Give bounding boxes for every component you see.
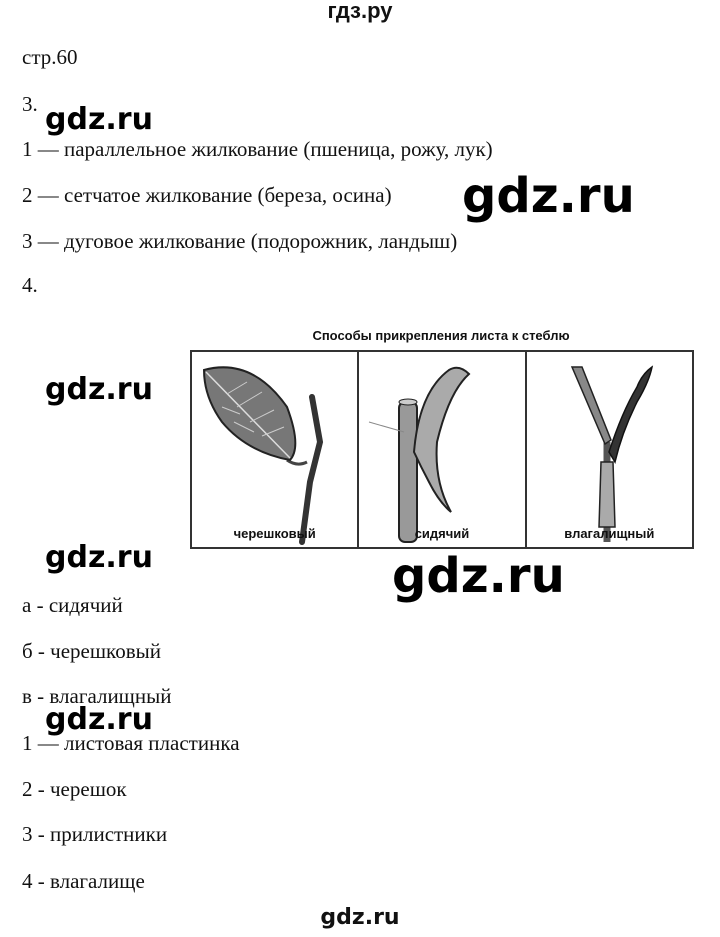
answer-v: в - влагалищный xyxy=(22,684,172,708)
caption-sessile: сидячий xyxy=(414,526,470,541)
leaf-attachment-figure xyxy=(190,350,694,549)
sessile-leaf-illustration xyxy=(359,352,525,547)
part-2: 2 - черешок xyxy=(22,777,127,801)
task-3-line-2: 2 — сетчатое жилкование (береза, осина) xyxy=(22,183,392,207)
part-3: 3 - прилистники xyxy=(22,822,168,846)
watermark: gdz.ru xyxy=(45,102,153,137)
site-header: гдз.ру xyxy=(327,0,393,23)
caption-petiolate: черешковый xyxy=(233,526,316,541)
page-reference: стр.60 xyxy=(22,45,78,69)
answer-a: а - сидячий xyxy=(22,593,123,617)
figure-cell-sessile xyxy=(359,352,526,547)
figure-cell-sheathing xyxy=(527,352,692,547)
site-footer: gdz.ru xyxy=(320,905,400,930)
figure-title: Способы прикрепления листа к стеблю xyxy=(312,328,570,343)
answer-b: б - черешковый xyxy=(22,639,161,663)
part-1: 1 — листовая пластинка xyxy=(22,731,240,755)
watermark: gdz.ru xyxy=(45,540,153,575)
task-4-number: 4. xyxy=(22,273,38,297)
watermark: gdz.ru xyxy=(45,372,153,407)
watermark: gdz.ru xyxy=(45,702,153,737)
watermark: gdz.ru xyxy=(392,548,565,604)
task-3-line-3: 3 — дуговое жилкование (подорожник, ландыш) xyxy=(22,229,458,253)
task-3-line-1: 1 — параллельное жилкование (пшеница, рожу, лук) xyxy=(22,137,493,161)
sheathing-leaf-illustration xyxy=(527,352,693,547)
watermark: gdz.ru xyxy=(462,168,635,224)
petiolate-leaf-illustration xyxy=(192,352,358,547)
task-3-number: 3. xyxy=(22,92,38,116)
figure-cell-petiolate xyxy=(192,352,359,547)
part-4: 4 - влагалище xyxy=(22,869,145,893)
caption-sheathing: влагалищный xyxy=(564,526,655,541)
